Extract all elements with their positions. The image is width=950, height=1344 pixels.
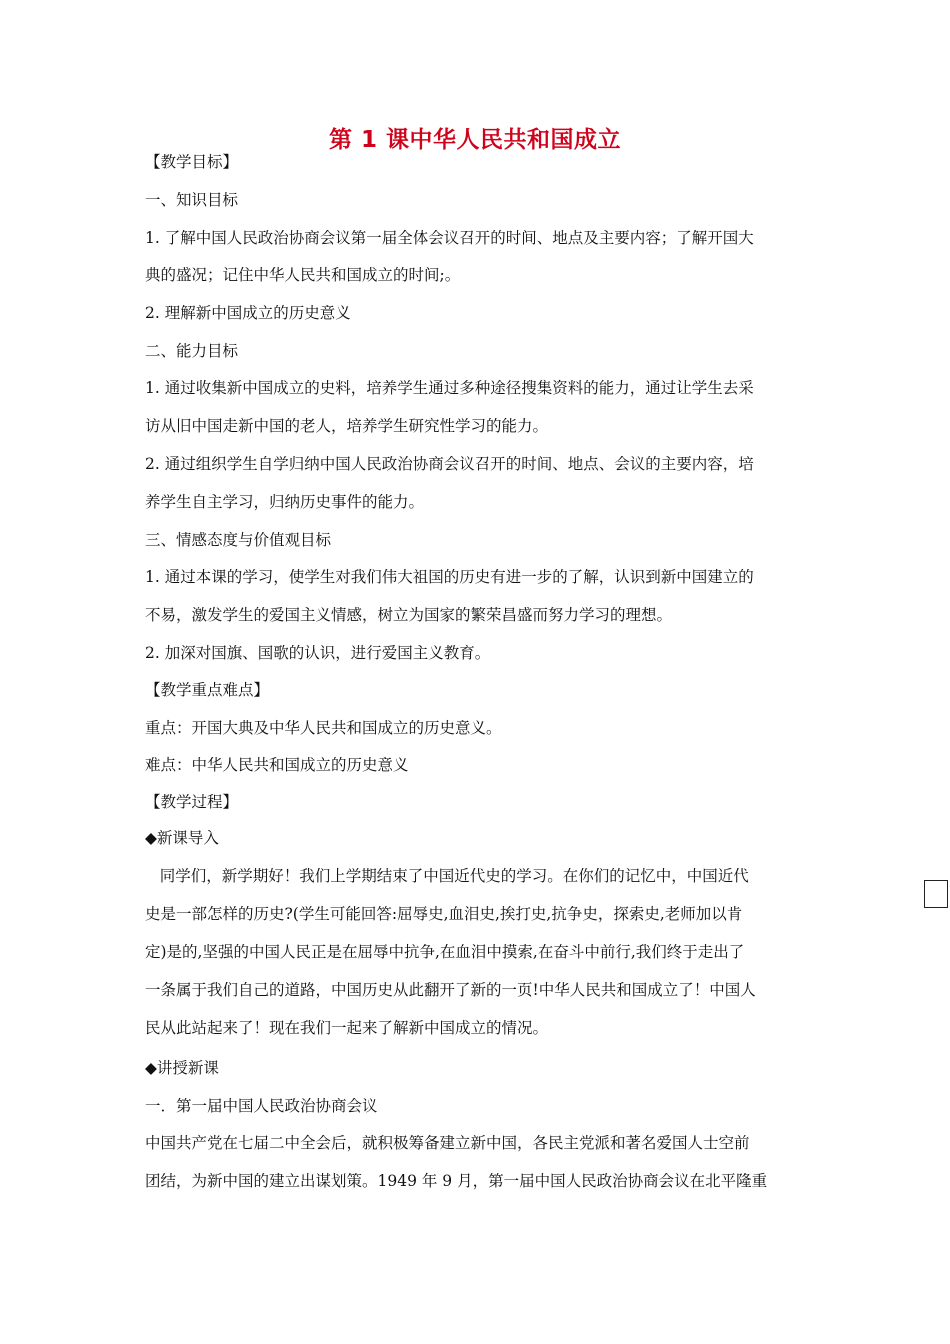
section-heading-teaching-process: 【教学过程】: [145, 793, 239, 811]
paragraph-line: 1. 通过本课的学习，使学生对我们伟大祖国的历史有进一步的了解，认识到新中国建立的: [145, 568, 754, 586]
margin-box: [924, 880, 948, 908]
section-heading-teaching-goals: 【教学目标】: [145, 153, 239, 171]
paragraph-line: 典的盛况；记住中华人民共和国成立的时间;。: [145, 266, 461, 284]
page-title: 第 1 课中华人民共和国成立: [328, 127, 622, 153]
paragraph-line: 1. 通过收集新中国成立的史料，培养学生通过多种途径搜集资料的能力，通过让学生去采: [145, 379, 754, 397]
subheading-knowledge-goals: 一、知识目标: [145, 191, 239, 209]
paragraph-line: 养学生自主学习，归纳历史事件的能力。: [145, 493, 425, 511]
paragraph-line: 不易，激发学生的爱国主义情感，树立为国家的繁荣昌盛而努力学习的理想。: [145, 606, 673, 624]
paragraph-line: 一条属于我们自己的道路，中国历史从此翻开了新的一页!中华人民共和国成立了！中国人: [145, 981, 756, 999]
paragraph-line: 2. 加深对国旗、国歌的认识，进行爱国主义教育。: [145, 644, 491, 662]
paragraph-line: 访从旧中国走新中国的老人，培养学生研究性学习的能力。: [145, 417, 549, 435]
paragraph-line: 2. 通过组织学生自学归纳中国人民政治协商会议召开的时间、地点、会议的主要内容，培: [145, 455, 754, 473]
paragraph-line: 重点：开国大典及中华人民共和国成立的历史意义。: [145, 719, 502, 737]
subheading-new-lesson: ◆讲授新课: [145, 1059, 219, 1077]
paragraph-line: 1. 了解中国人民政治协商会议第一届全体会议召开的时间、地点及主要内容；了解开国大: [145, 229, 754, 247]
subheading-ability-goals: 二、能力目标: [145, 342, 239, 360]
subheading-lesson-intro: ◆新课导入: [145, 829, 219, 847]
paragraph-line: 难点：中华人民共和国成立的历史意义: [145, 756, 409, 774]
paragraph-line: 团结，为新中国的建立出谋划策。1949 年 9 月，第一届中国人民政治协商会议在北平隆重: [145, 1172, 768, 1190]
paragraph-line: 2. 理解新中国成立的历史意义: [145, 304, 351, 322]
section-heading-key-points: 【教学重点难点】: [145, 681, 270, 699]
paragraph-line: 定)是的,坚强的中国人民正是在屈辱中抗争,在血泪中摸索,在奋斗中前行,我们终于走出了: [145, 943, 745, 961]
paragraph-line: 中国共产党在七届二中全会后，就积极筹备建立新中国，各民主党派和著名爱国人士空前: [145, 1134, 750, 1152]
paragraph-line: 同学们，新学期好！我们上学期结束了中国近代史的学习。在你们的记忆中，中国近代: [145, 867, 749, 885]
subheading-attitude-goals: 三、情感态度与价值观目标: [145, 531, 332, 549]
paragraph-line: 民从此站起来了！现在我们一起来了解新中国成立的情况。: [145, 1019, 549, 1037]
subheading-cppcc: 一．第一届中国人民政治协商会议: [145, 1097, 378, 1115]
paragraph-line: 史是一部怎样的历史?(学生可能回答:屈辱史,血泪史,挨打史,抗争史，探索史,老师加以肯: [145, 905, 743, 923]
